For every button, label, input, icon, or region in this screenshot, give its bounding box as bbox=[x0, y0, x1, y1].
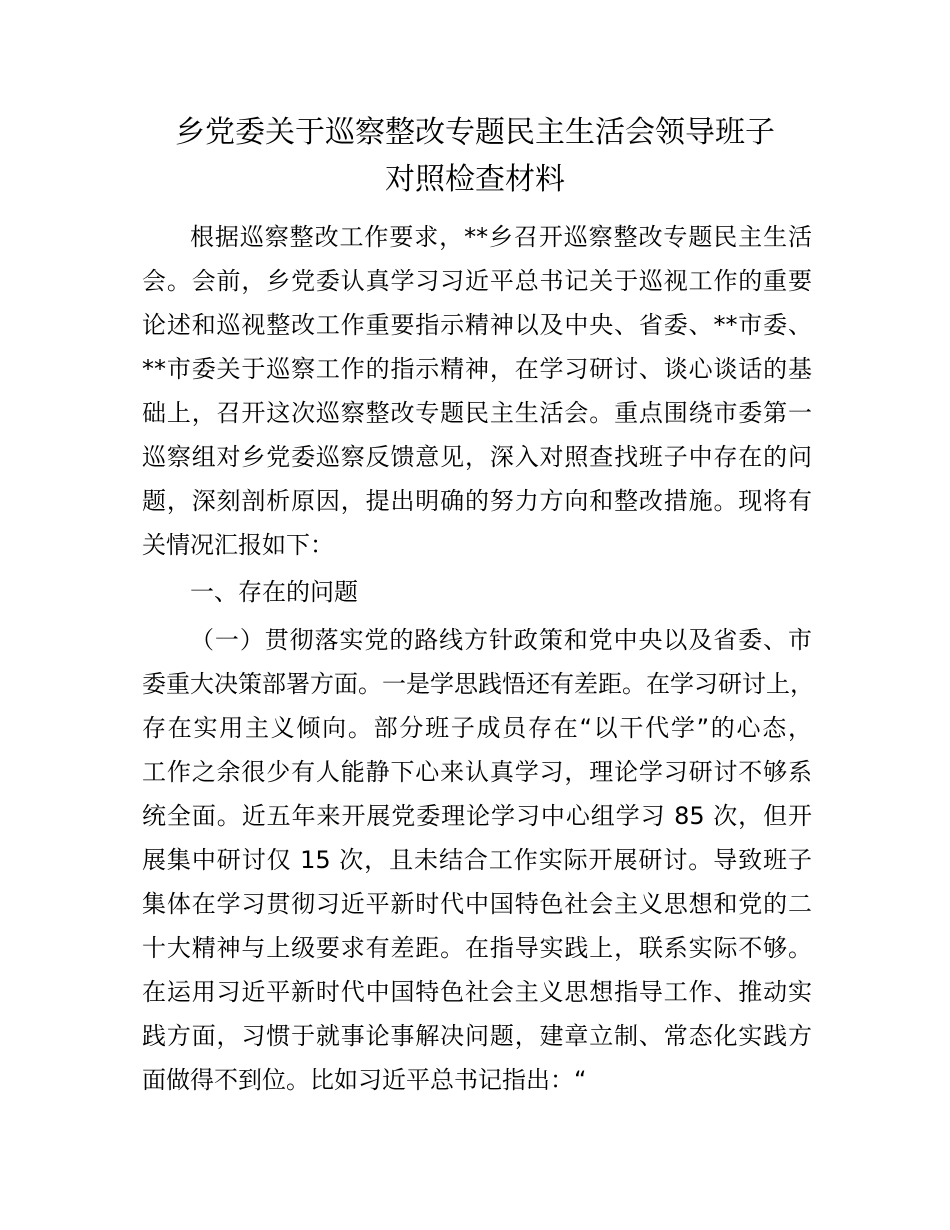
paragraph-line: 巡察组对乡党委巡察反馈意见，深入对照查找班子中存在的问 bbox=[142, 443, 812, 471]
paragraph-line: 根据巡察整改工作要求，**乡召开巡察整改专题民主生活 bbox=[190, 223, 812, 251]
paragraph-line: 工作之余很少有人能静下心来认真学习，理论学习研讨不够系 bbox=[142, 758, 812, 786]
paragraph-line: 展集中研讨仅 15 次，且未结合工作实际开展研讨。导致班子 bbox=[142, 846, 812, 874]
paragraph-line: 题，深刻剖析原因，提出明确的努力方向和整改措施。现将有 bbox=[142, 487, 812, 515]
document-title-line-2: 对照检查材料 bbox=[385, 162, 565, 197]
paragraph-line: 关情况汇报如下： bbox=[142, 531, 334, 559]
paragraph-line: 集体在学习贯彻习近平新时代中国特色社会主义思想和党的二 bbox=[142, 890, 812, 918]
document-title-line-1: 乡党委关于巡察整改专题民主生活会领导班子 bbox=[175, 115, 775, 150]
paragraph-line: 践方面，习惯于就事论事解决问题，建章立制、常态化实践方 bbox=[142, 1022, 812, 1050]
section-heading: 一、存在的问题 bbox=[190, 578, 358, 606]
paragraph-line: （一）贯彻落实党的路线方针政策和党中央以及省委、市 bbox=[190, 626, 812, 654]
paragraph-line: 统全面。近五年来开展党委理论学习中心组学习 85 次，但开 bbox=[142, 802, 812, 830]
paragraph-line: 论述和巡视整改工作重要指示精神以及中央、省委、**市委、 bbox=[142, 311, 812, 339]
paragraph-line: 十大精神与上级要求有差距。在指导实践上，联系实际不够。 bbox=[142, 934, 812, 962]
paragraph-line: 存在实用主义倾向。部分班子成员存在“以干代学”的心态， bbox=[142, 714, 812, 742]
paragraph-line: 委重大决策部署方面。一是学思践悟还有差距。在学习研讨上， bbox=[142, 670, 814, 698]
paragraph-line: 面做得不到位。比如习近平总书记指出：“ bbox=[142, 1066, 587, 1094]
paragraph-line: 在运用习近平新时代中国特色社会主义思想指导工作、推动实 bbox=[142, 978, 812, 1006]
paragraph-line: 础上，召开这次巡察整改专题民主生活会。重点围绕市委第一 bbox=[142, 399, 812, 427]
paragraph-line: 会。会前，乡党委认真学习习近平总书记关于巡视工作的重要 bbox=[142, 267, 812, 295]
paragraph-line: **市委关于巡察工作的指示精神，在学习研讨、谈心谈话的基 bbox=[142, 355, 812, 383]
